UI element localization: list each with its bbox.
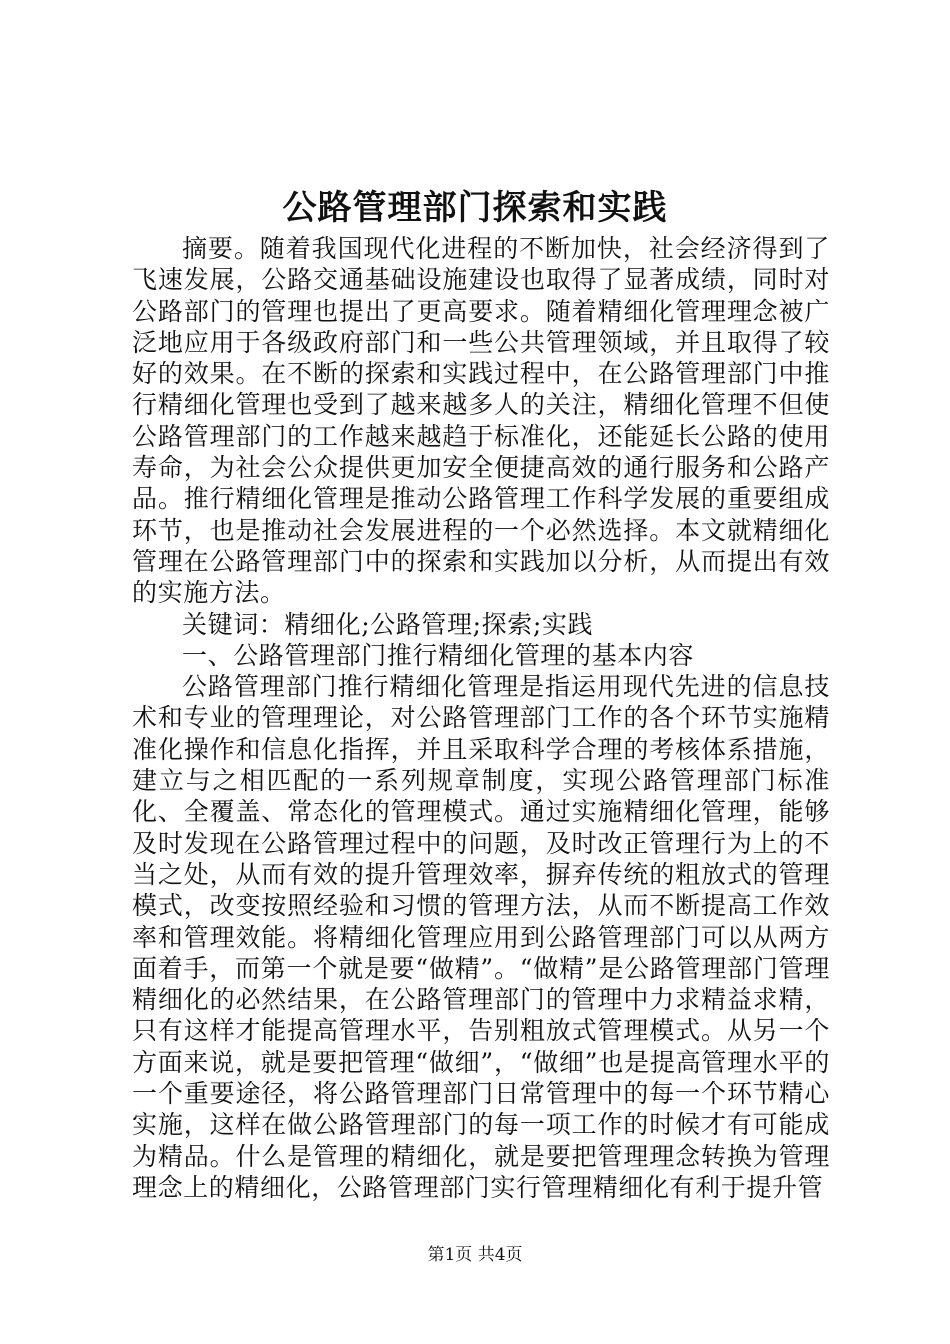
abstract-paragraph: 摘要。随着我国现代化进程的不断加快，社会经济得到了飞速发展，公路交通基础设施建设也取得了显著成绩，同时对公路部门的管理也提出了更高要求。随着精细化管理理念被广泛地应用于各级政府部门和一些公共管理领域，并且取得了较好的效果。在不断的探索和实践过程中，在公路管理部门中推行精细化管理也受到了越来越多人的关注，精细化管理不但使公路管理部门的工作越来越趋于标准化，还能延长公路的使用寿命，为社会公众提供更加安全便捷高效的通行服务和公路产品。推行精细化管理是推动公路管理工作科学发展的重要组成环节，也是推动社会发展进程的一个必然选择。本文就精细化管理在公路管理部门中的探索和实践加以分析，从而提出有效的实施方法。 xyxy=(132,234,830,608)
page-footer: 第1页 共4页 xyxy=(427,1245,523,1265)
document-body xyxy=(132,233,830,1203)
keywords-paragraph: 关键词：精细化;公路管理;探索;实践 xyxy=(182,609,594,639)
document-title: 公路管理部门探索和实践 xyxy=(282,188,668,228)
body-paragraph: 公路管理部门推行精细化管理是指运用现代先进的信息技术和专业的管理理论，对公路管理部门工作的各个环节实施精准化操作和信息化指挥，并且采取科学合理的考核体系措施，建立与之相匹配的一系列规章制度，实现公路管理部门标准化、全覆盖、常态化的管理模式。通过实施精细化管理，能够及时发现在公路管理过程中的问题，及时改正管理行为上的不当之处，从而有效的提升管理效率，摒弃传统的粗放式的管理模式，改变按照经验和习惯的管理方法，从而不断提高工作效率和管理效能。将精细化管理应用到公路管理部门可以从两方面着手，而第一个就是要“做精”。“做精”是公路管理部门管理精细化的必然结果，在公路管理部门的管理中力求精益求精，只有这样才能提高管理水平，告别粗放式管理模式。从另一个方面来说，就是要把管理“做细”，“做细”也是提高管理水平的一个重要途径，将公路管理部门日常管理中的每一个环节精心实施，这样在做公路管理部门的每一项工作的时候才有可能成为精品。什么是管理的精细化，就是要把管理理念转换为管理理念上的精细化，公路管理部门实行管理精细化有利于提升管 xyxy=(132,672,830,1202)
section-heading: 一、公路管理部门推行精细化管理的基本内容 xyxy=(182,640,695,670)
